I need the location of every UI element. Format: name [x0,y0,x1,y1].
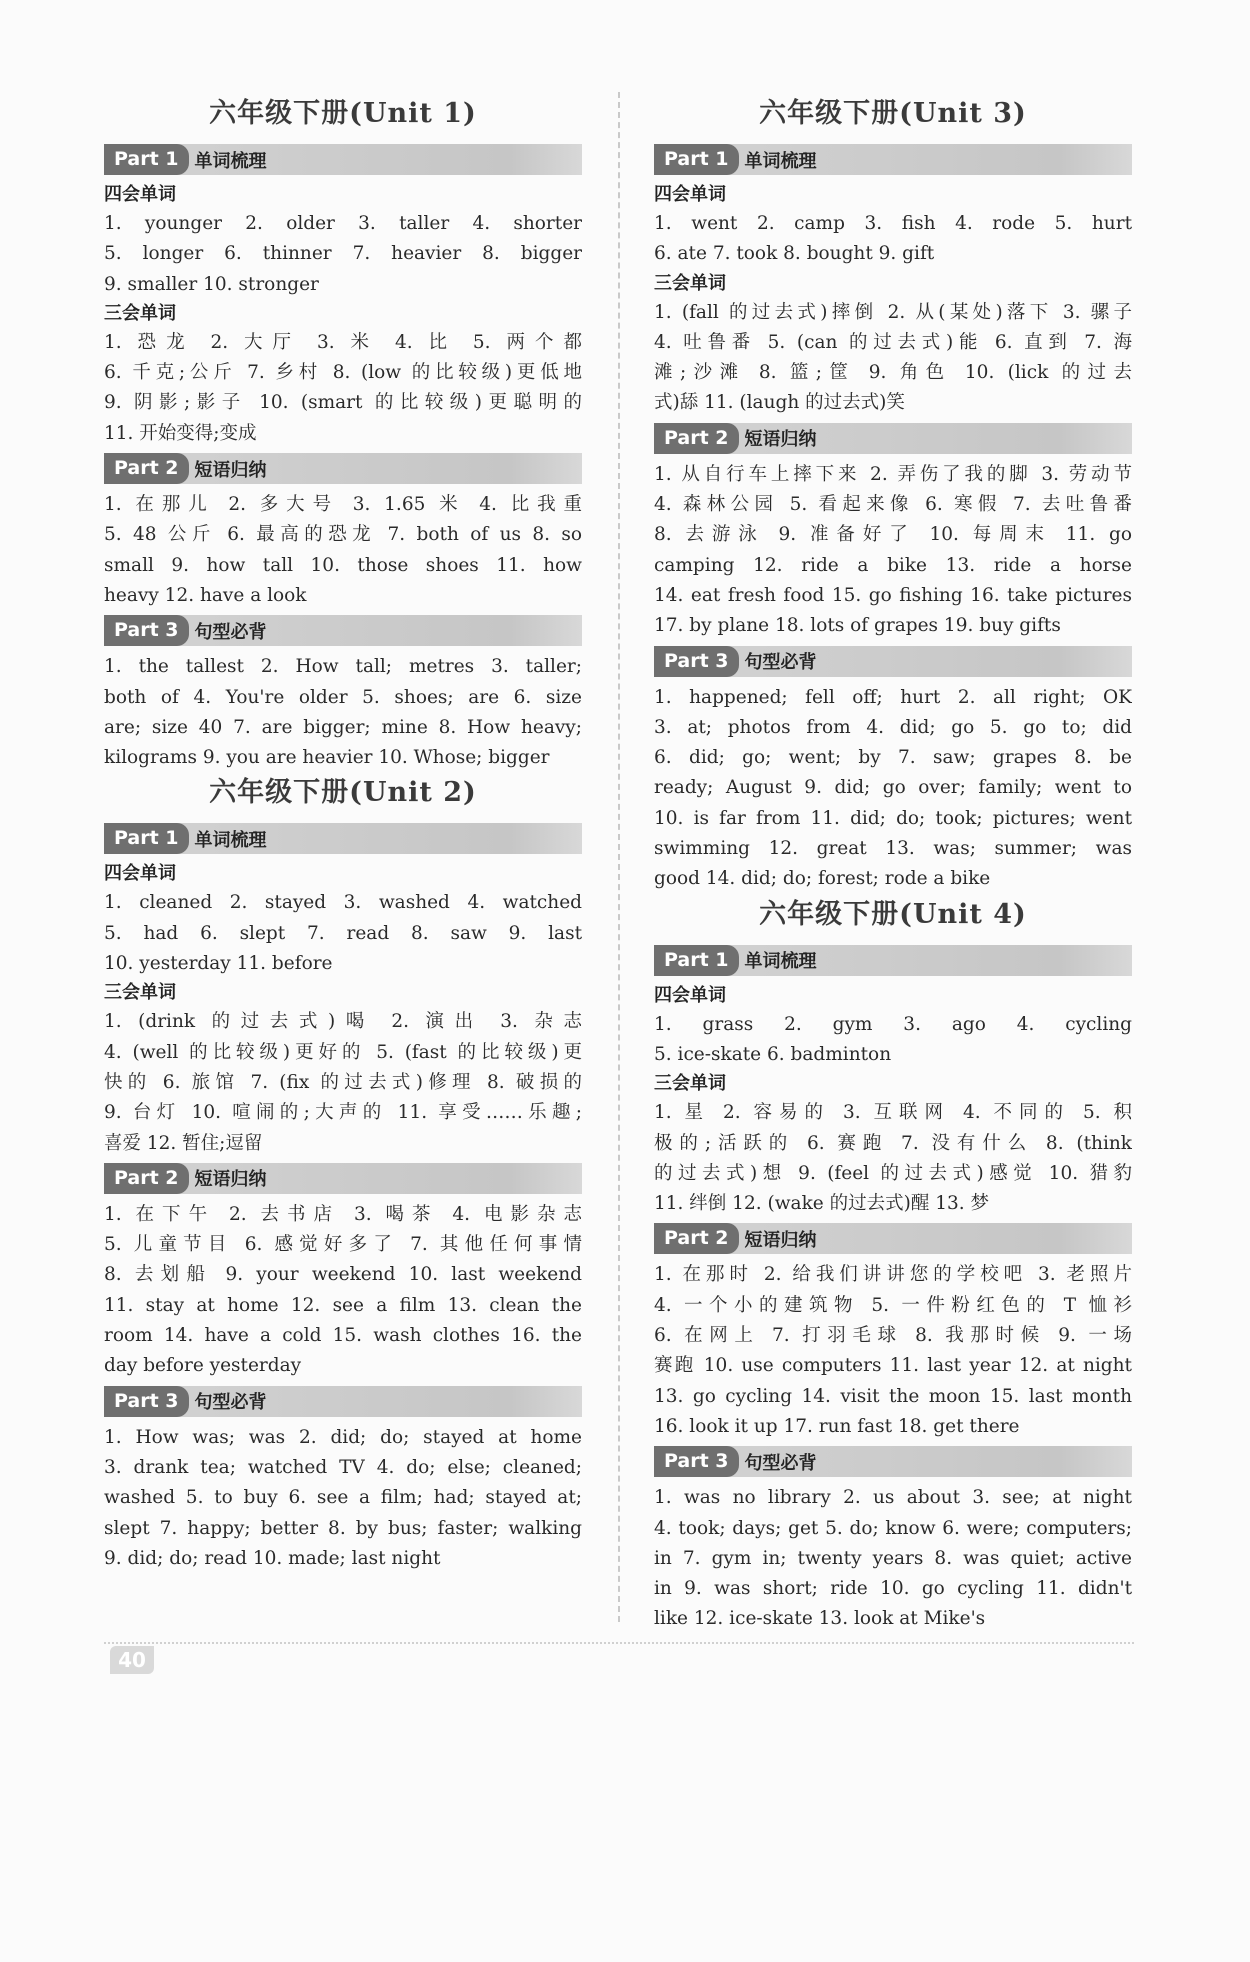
answer-line: kilograms 9. you are heavier 10. Whose; bigger [104,747,550,769]
part-title: 短语归纳 [194,459,267,481]
answer-line: in 9. was short; ride 10. go cycling 11. didn't [654,1578,1132,1600]
answer-line: 3. drank tea; watched TV 4. do; else; cleaned; [104,1456,582,1478]
answer-line: 6. ate 7. took 8. bought 9. gift [654,243,935,265]
part-title: 句型必背 [194,1392,267,1414]
subsection-heading: 三会单词 [104,302,176,324]
part-title: 短语归纳 [744,1229,817,1251]
answer-line: good 14. did; do; forest; rode a bike [654,868,991,890]
answer-line: 1. (fall 的过去式)摔倒 2. 从(某处)落下 3. 骡子 [654,301,1132,323]
answer-line: 9. 台灯 10. 喧闹的;大声的 11. 享受……乐趣; [104,1102,582,1124]
part-tag: Part 2 [104,453,189,484]
part-tag: Part 1 [104,144,189,175]
answer-line: 快的 6. 旅馆 7. (fix 的过去式)修理 8. 破损的 [104,1071,582,1093]
answer-line: 14. eat fresh food 15. go fishing 16. take pictures [654,584,1132,606]
part-title: 单词梳理 [744,150,817,172]
answer-line: 9. 阴影;影子 10. (smart 的比较级)更聪明的 [104,392,582,414]
part-title: 句型必背 [194,621,267,643]
answer-line: room 14. have a cold 15. wash clothes 16. the [104,1325,582,1347]
answer-line: 1. How was; was 2. did; do; stayed at home [104,1426,582,1448]
answer-line: 6. 千克;公斤 7. 乡村 8. (low 的比较级)更低地 [104,362,582,384]
answer-line: 1. was no library 2. us about 3. see; at night [654,1487,1132,1509]
answer-line: 8. 去游泳 9. 准备好了 10. 每周末 11. go [654,524,1132,546]
part-header [654,646,1132,677]
answer-line: 1. the tallest 2. How tall; metres 3. taller; [104,656,582,678]
subsection-heading: 四会单词 [104,863,176,885]
answer-line: like 12. ice-skate 13. look at Mike's [654,1608,986,1630]
answer-line: in 7. gym in; twenty years 8. was quiet; active [654,1547,1132,1569]
part-title: 单词梳理 [194,829,267,851]
answer-line: 1. grass 2. gym 3. ago 4. cycling [654,1013,1132,1035]
answer-line: both of 4. You're older 5. shoes; are 6. size [104,686,582,708]
answer-line: 4. took; days; get 5. do; know 6. were; computers; [654,1517,1132,1539]
part-tag: Part 3 [654,1446,739,1477]
answer-line: ready; August 9. did; go over; family; went to [654,777,1132,799]
answer-line: 喜爱 12. 暂住;逗留 [104,1132,263,1154]
part-header [654,945,1132,976]
answer-line: 17. by plane 18. lots of grapes 19. buy gifts [654,615,1061,637]
answer-line: 1. 恐龙 2. 大厅 3. 米 4. 比 5. 两个都 [104,331,582,353]
part-tag: Part 3 [104,615,189,646]
answer-line: day before yesterday [104,1355,302,1377]
part-title: 短语归纳 [744,429,817,451]
part-header [654,1446,1132,1477]
part-tag: Part 3 [654,646,739,677]
answer-line: 1. 星 2. 容易的 3. 互联网 4. 不同的 5. 积 [654,1102,1132,1124]
answer-line: 1. went 2. camp 3. fish 4. rode 5. hurt [654,213,1132,234]
answer-line: 1. (drink 的过去式)喝 2. 演出 3. 杂志 [104,1011,582,1033]
answer-line: 9. did; do; read 10. made; last night [104,1547,441,1569]
answer-line: 滩;沙滩 8. 篮;筐 9. 角色 10. (lick 的过去 [654,362,1132,384]
answer-line: 11. 绊倒 12. (wake 的过去式)醒 13. 梦 [654,1193,990,1215]
answer-line: washed 5. to buy 6. see a film; had; stayed at; [104,1487,582,1509]
answer-line: 10. is far from 11. did; do; took; pictures; went [654,807,1132,829]
answer-line: 4. (well 的比较级)更好的 5. (fast 的比较级)更 [104,1041,582,1063]
answer-line: are; size 40 7. are bigger; mine 8. How heavy; [104,716,582,738]
answer-line: 8. 去划船 9. your weekend 10. last weekend [104,1264,582,1286]
answer-line: 16. look it up 17. run fast 18. get there [654,1415,1020,1437]
part-tag: Part 1 [654,144,739,175]
part-header [104,615,582,646]
answer-line: 5. ice-skate 6. badminton [654,1043,892,1065]
subsection-heading: 四会单词 [104,184,176,205]
answer-line: 11. 开始变得;变成 [104,422,257,444]
part-header [104,453,582,484]
answer-line: 10. yesterday 11. before [104,953,333,975]
answer-line: 5. longer 6. thinner 7. heavier 8. bigger [104,243,582,265]
answer-line: small 9. how tall 10. those shoes 11. how [104,554,582,576]
part-title: 句型必背 [744,652,817,674]
part-tag: Part 2 [104,1163,189,1194]
unit-title: 六年级下册(Unit 1) [209,98,477,129]
answer-line: 9. smaller 10. stronger [104,273,319,295]
answer-line: 极的;活跃的 6. 赛跑 7. 没有什么 8. (think [654,1132,1132,1154]
answer-line: 1. 在那儿 2. 多大号 3. 1.65 米 4. 比我重 [104,494,582,516]
answer-line: 1. cleaned 2. stayed 3. washed 4. watched [104,892,582,914]
unit-title: 六年级下册(Unit 3) [759,98,1027,129]
subsection-heading: 四会单词 [654,184,726,205]
part-title: 单词梳理 [194,150,267,172]
part-tag: Part 2 [654,423,739,454]
answer-line: 1. younger 2. older 3. taller 4. shorter [104,213,582,234]
answer-line: 4. 一个小的建筑物 5. 一件粉红色的 T 恤衫 [654,1294,1132,1316]
answer-line: 1. 在那时 2. 给我们讲讲您的学校吧 3. 老照片 [654,1264,1132,1286]
answer-line: 4. 吐鲁番 5. (can 的过去式)能 6. 直到 7. 海 [654,331,1132,353]
answer-line: 5. 儿童节目 6. 感觉好多了 7. 其他任何事情 [104,1234,582,1256]
answer-line: camping 12. ride a bike 13. ride a horse [654,554,1132,576]
answer-line: heavy 12. have a look [104,584,307,606]
answer-line: 6. 在网上 7. 打羽毛球 8. 我那时候 9. 一场 [654,1325,1132,1347]
subsection-heading: 三会单词 [654,1073,726,1095]
subsection-heading: 四会单词 [654,984,726,1006]
page-number: 40 [110,1646,154,1674]
part-tag: Part 1 [104,823,189,854]
part-header [104,1163,582,1194]
part-title: 短语归纳 [194,1169,267,1191]
bottom-rule [104,1642,1134,1644]
part-header [104,823,582,854]
answer-line: 1. 从自行车上摔下来 2. 弄伤了我的脚 3. 劳动节 [654,463,1132,485]
column-divider [618,92,620,1622]
unit-title: 六年级下册(Unit 2) [209,777,477,809]
answer-line: 11. stay at home 12. see a film 13. clean the [104,1294,582,1316]
answer-line: slept 7. happy; better 8. by bus; faster; walking [104,1517,582,1539]
part-tag: Part 2 [654,1223,739,1254]
answer-line: 的过去式)想 9. (feel 的过去式)感觉 10. 猎豹 [654,1162,1132,1184]
answer-line: 1. happened; fell off; hurt 2. all right; OK [654,686,1132,708]
answer-line: 3. at; photos from 4. did; go 5. go to; did [654,716,1132,738]
part-header [654,144,1132,175]
answer-line: 1. 在下午 2. 去书店 3. 喝茶 4. 电影杂志 [104,1203,582,1225]
part-title: 句型必背 [744,1452,817,1474]
part-header [104,1386,582,1417]
part-header [654,1223,1132,1254]
answer-line: 5. 48 公斤 6. 最高的恐龙 7. both of us 8. so [104,524,582,546]
part-title: 单词梳理 [744,951,817,973]
answer-line: swimming 12. great 13. was; summer; was [654,838,1132,860]
part-header [654,423,1132,454]
part-tag: Part 3 [104,1386,189,1417]
subsection-heading: 三会单词 [654,272,726,294]
subsection-heading: 三会单词 [104,982,176,1004]
left-column [104,94,582,1574]
right-column [654,94,1132,1635]
answer-line: 6. did; go; went; by 7. saw; grapes 8. be [654,747,1132,769]
part-header [104,144,582,175]
unit-title: 六年级下册(Unit 4) [759,898,1027,930]
part-tag: Part 1 [654,945,739,976]
answer-line: 13. go cycling 14. visit the moon 15. last month [654,1385,1132,1407]
answer-line: 4. 森林公园 5. 看起来像 6. 寒假 7. 去吐鲁番 [654,494,1132,516]
answer-line: 式)舔 11. (laugh 的过去式)笑 [654,392,905,414]
answer-line: 5. had 6. slept 7. read 8. saw 9. last [104,922,582,944]
answer-line: 赛跑 10. use computers 11. last year 12. at night [654,1355,1132,1377]
